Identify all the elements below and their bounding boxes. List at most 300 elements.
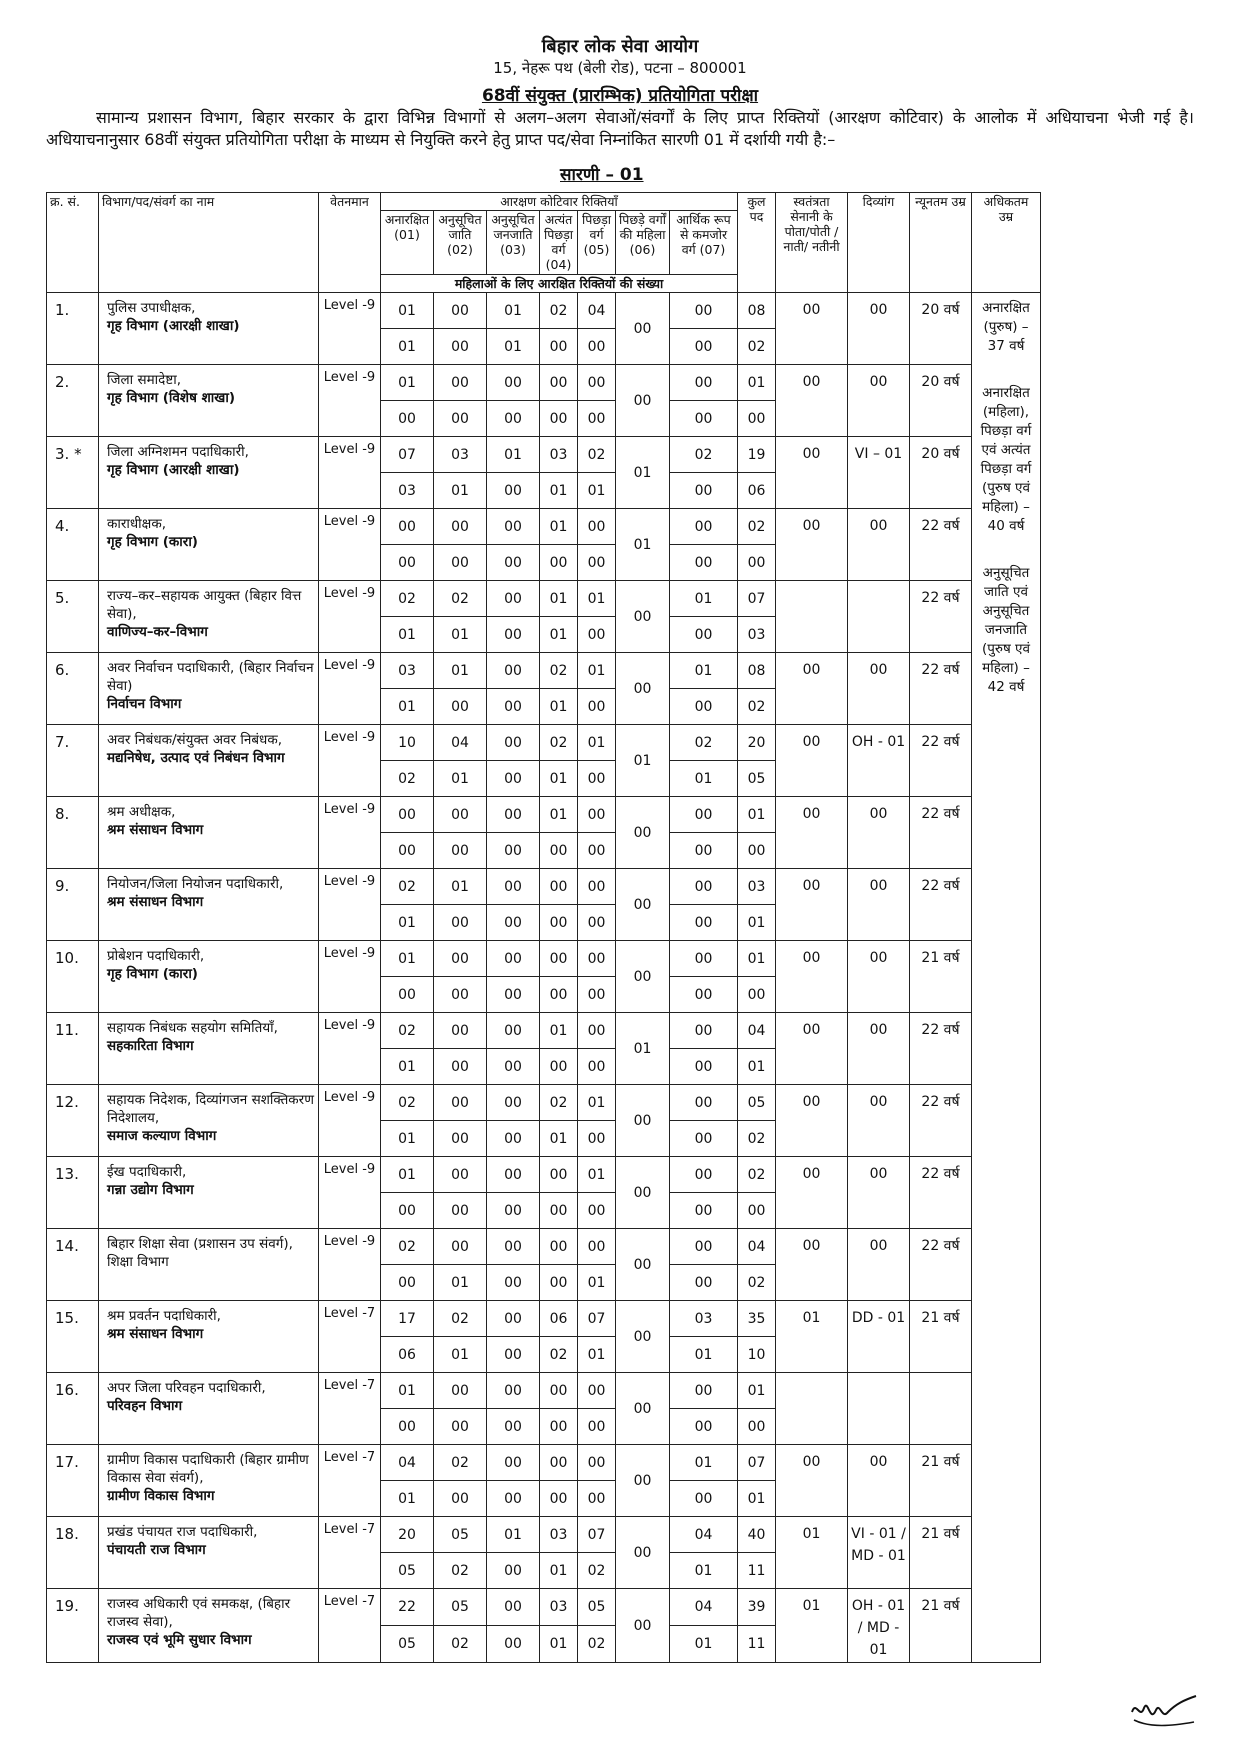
post-name: बिहार शिक्षा सेवा (प्रशासन उप संवर्ग), शिक्षा विभाग — [107, 1236, 293, 1270]
cell-total: 35 — [738, 1301, 776, 1337]
cell-cat5-women: 00 — [578, 1121, 616, 1157]
cell-cat2-women: 01 — [434, 1265, 487, 1301]
cell-total-women: 00 — [738, 545, 776, 581]
cell-cat7-women: 00 — [670, 905, 738, 941]
cell-cat4-women: 00 — [540, 977, 578, 1013]
cell-cat3-women: 00 — [487, 977, 540, 1013]
cell-cat7: 00 — [670, 509, 738, 545]
table-row — [47, 1517, 1041, 1553]
department-name: परिवहन विभाग — [107, 1398, 183, 1414]
cell-cat4: 00 — [540, 1445, 578, 1481]
cell-total-women: 02 — [738, 1121, 776, 1157]
row-post — [99, 1373, 319, 1445]
cell-cat1-women: 01 — [381, 905, 434, 941]
row-pay-level: Level -9 — [319, 365, 381, 437]
cell-cat4: 01 — [540, 509, 578, 545]
cell-total-women: 02 — [738, 689, 776, 725]
cell-cat5-women: 00 — [578, 545, 616, 581]
post-name: अवर निबंधक/संयुक्त अवर निबंधक, — [107, 732, 283, 748]
cell-cat7-women: 00 — [670, 1481, 738, 1517]
post-name: पुलिस उपाधीक्षक, — [107, 300, 196, 316]
cell-cat4-women: 00 — [540, 1265, 578, 1301]
department-name: मद्यनिषेध, उत्पाद एवं निबंधन विभाग — [107, 750, 285, 766]
row-sno: 14. — [47, 1229, 99, 1301]
row-divyang: 00 — [848, 869, 910, 941]
row-pay-level: Level -9 — [319, 1229, 381, 1301]
cell-cat7-women: 00 — [670, 329, 738, 365]
signature — [1128, 1690, 1200, 1730]
row-post — [99, 725, 319, 797]
cell-cat1: 03 — [381, 653, 434, 689]
cell-cat5-women: 00 — [578, 833, 616, 869]
cell-cat5: 00 — [578, 1373, 616, 1409]
cell-cat5: 01 — [578, 653, 616, 689]
cell-cat3: 00 — [487, 941, 540, 977]
cell-cat4-women: 01 — [540, 689, 578, 725]
cell-cat7-women: 00 — [670, 401, 738, 437]
cell-cat2-women: 01 — [434, 473, 487, 509]
table-row — [47, 941, 1041, 977]
cell-cat4-women: 01 — [540, 617, 578, 653]
row-freedom-fighter: 01 — [776, 1517, 848, 1589]
row-pay-level: Level -9 — [319, 293, 381, 365]
cell-cat7-women: 00 — [670, 1265, 738, 1301]
cell-cat4-women: 00 — [540, 545, 578, 581]
cell-cat4: 03 — [540, 1589, 578, 1626]
cell-total-women: 11 — [738, 1553, 776, 1589]
table-row — [47, 1589, 1041, 1626]
cell-cat7-women: 01 — [670, 1553, 738, 1589]
row-divyang: 00 — [848, 653, 910, 725]
cell-cat1-women: 00 — [381, 977, 434, 1013]
table-title: सारणी – 01 — [560, 165, 644, 185]
department-name: श्रम संसाधन विभाग — [107, 894, 204, 910]
cell-total: 04 — [738, 1229, 776, 1265]
cell-cat6: 00 — [616, 869, 670, 941]
cell-cat3-women: 00 — [487, 545, 540, 581]
cell-cat5-women: 00 — [578, 1481, 616, 1517]
row-freedom-fighter: 00 — [776, 797, 848, 869]
cell-cat1-women: 00 — [381, 833, 434, 869]
cell-cat2: 00 — [434, 1013, 487, 1049]
col-cat5: पिछड़ा वर्ग (05) — [578, 211, 616, 275]
post-name: ग्रामीण विकास पदाधिकारी (बिहार ग्रामीण विकास सेवा संवर्ग), — [107, 1452, 309, 1486]
cell-cat5-women: 00 — [578, 1049, 616, 1085]
cell-total-women: 10 — [738, 1337, 776, 1373]
row-post — [99, 1013, 319, 1085]
cell-total: 39 — [738, 1589, 776, 1626]
row-divyang: DD - 01 — [848, 1301, 910, 1373]
cell-cat1: 02 — [381, 1229, 434, 1265]
cell-cat6: 00 — [616, 1373, 670, 1445]
cell-total: 40 — [738, 1517, 776, 1553]
cell-cat5: 01 — [578, 1085, 616, 1121]
col-sno: क्र. सं. — [47, 193, 99, 293]
row-sno: 8. — [47, 797, 99, 869]
row-min-age: 21 वर्ष — [910, 1589, 972, 1663]
cell-total: 01 — [738, 797, 776, 833]
cell-cat5: 00 — [578, 1445, 616, 1481]
cell-cat7: 00 — [670, 293, 738, 329]
cell-cat7: 01 — [670, 581, 738, 617]
cell-cat2: 02 — [434, 1445, 487, 1481]
row-pay-level: Level -9 — [319, 1013, 381, 1085]
cell-cat4-women: 01 — [540, 761, 578, 797]
cell-cat1: 02 — [381, 581, 434, 617]
post-name: सहायक निदेशक, दिव्यांगजन सशक्तिकरण निदेशालय, — [107, 1092, 314, 1126]
row-freedom-fighter: 00 — [776, 725, 848, 797]
cell-cat3-women: 00 — [487, 1049, 540, 1085]
cell-cat5-women: 00 — [578, 617, 616, 653]
cell-cat1: 02 — [381, 1085, 434, 1121]
table-row — [47, 1445, 1041, 1481]
post-name: ईख पदाधिकारी, — [107, 1164, 187, 1180]
cell-cat5-women: 01 — [578, 473, 616, 509]
col-total: कुल पद — [738, 193, 776, 293]
cell-cat2: 00 — [434, 1085, 487, 1121]
cell-cat4-women: 01 — [540, 1121, 578, 1157]
cell-cat3: 00 — [487, 1373, 540, 1409]
cell-cat4: 02 — [540, 1085, 578, 1121]
row-divyang: 00 — [848, 365, 910, 437]
col-divyang: दिव्यांग — [848, 193, 910, 293]
cell-cat4-women: 00 — [540, 905, 578, 941]
cell-cat5: 00 — [578, 1013, 616, 1049]
row-post — [99, 1445, 319, 1517]
cell-cat6: 00 — [616, 581, 670, 653]
department-name: समाज कल्याण विभाग — [107, 1128, 217, 1144]
cell-cat1: 02 — [381, 869, 434, 905]
row-freedom-fighter: 00 — [776, 293, 848, 365]
cell-cat1: 01 — [381, 365, 434, 401]
department-name: श्रम संसाधन विभाग — [107, 1326, 204, 1342]
max-age-note: अनारक्षित (महिला), पिछड़ा वर्ग एवं अत्यंत पिछड़ा वर्ग (पुरुष एवं महिला) – 40 वर्ष — [980, 385, 1032, 534]
row-post — [99, 797, 319, 869]
cell-cat4-women: 01 — [540, 1626, 578, 1663]
cell-cat6: 00 — [616, 1517, 670, 1589]
cell-cat7-women: 01 — [670, 1626, 738, 1663]
cell-cat6: 00 — [616, 1301, 670, 1373]
cell-cat2-women: 00 — [434, 833, 487, 869]
cell-cat2: 00 — [434, 1229, 487, 1265]
cell-total: 02 — [738, 1157, 776, 1193]
table-row — [47, 653, 1041, 689]
cell-cat3: 00 — [487, 725, 540, 761]
row-post — [99, 509, 319, 581]
row-freedom-fighter: 00 — [776, 1157, 848, 1229]
vacancy-table — [46, 192, 1041, 1663]
row-post — [99, 1085, 319, 1157]
row-freedom-fighter: 00 — [776, 1445, 848, 1517]
cell-cat1-women: 00 — [381, 1193, 434, 1229]
cell-cat3: 01 — [487, 437, 540, 473]
row-sno: 17. — [47, 1445, 99, 1517]
cell-cat6: 00 — [616, 1445, 670, 1517]
cell-cat2-women: 01 — [434, 761, 487, 797]
cell-cat1: 07 — [381, 437, 434, 473]
cell-cat3-women: 00 — [487, 1337, 540, 1373]
cell-cat2-women: 02 — [434, 1553, 487, 1589]
cell-total-women: 00 — [738, 1193, 776, 1229]
cell-cat6: 00 — [616, 293, 670, 365]
cell-cat7: 00 — [670, 1229, 738, 1265]
row-freedom-fighter: 00 — [776, 941, 848, 1013]
table-row — [47, 1373, 1041, 1409]
col-cat6: पिछड़े वर्गों की महिला (06) — [616, 211, 670, 275]
cell-cat5: 07 — [578, 1301, 616, 1337]
row-post — [99, 1157, 319, 1229]
row-freedom-fighter: 00 — [776, 509, 848, 581]
cell-cat4: 01 — [540, 581, 578, 617]
cell-cat2-women: 02 — [434, 1626, 487, 1663]
cell-cat2-women: 00 — [434, 689, 487, 725]
post-name: प्रखंड पंचायत राज पदाधिकारी, — [107, 1524, 258, 1540]
cell-cat5-women: 00 — [578, 689, 616, 725]
cell-cat7: 00 — [670, 1013, 738, 1049]
row-pay-level: Level -7 — [319, 1517, 381, 1589]
cell-cat2: 02 — [434, 581, 487, 617]
cell-cat7: 00 — [670, 1157, 738, 1193]
cell-cat1: 02 — [381, 1013, 434, 1049]
col-post: विभाग/पद/संवर्ग का नाम — [99, 193, 319, 293]
cell-cat4: 02 — [540, 293, 578, 329]
cell-total-women: 03 — [738, 617, 776, 653]
cell-cat2: 00 — [434, 1157, 487, 1193]
cell-cat7-women: 00 — [670, 689, 738, 725]
cell-cat4: 02 — [540, 725, 578, 761]
cell-total: 01 — [738, 1373, 776, 1409]
cell-cat3: 00 — [487, 509, 540, 545]
cell-cat7-women: 00 — [670, 1049, 738, 1085]
cell-cat5: 02 — [578, 437, 616, 473]
col-freedom-fighter: स्वतंत्रता सेनानी के पोता/पोती /नाती/ नतीनी — [776, 193, 848, 293]
row-min-age: 22 वर्ष — [910, 869, 972, 941]
table-row — [47, 293, 1041, 329]
cell-cat5: 00 — [578, 509, 616, 545]
row-min-age: 22 वर्ष — [910, 653, 972, 725]
cell-cat5: 01 — [578, 581, 616, 617]
row-post — [99, 437, 319, 509]
cell-cat6: 01 — [616, 1013, 670, 1085]
row-divyang: VI – 01 — [848, 437, 910, 509]
row-pay-level: Level -9 — [319, 653, 381, 725]
cell-cat6: 01 — [616, 509, 670, 581]
row-divyang — [848, 1373, 910, 1445]
cell-cat3-women: 00 — [487, 1121, 540, 1157]
cell-cat1-women: 01 — [381, 1481, 434, 1517]
row-freedom-fighter: 01 — [776, 1301, 848, 1373]
cell-cat3-women: 00 — [487, 1481, 540, 1517]
department-name: वाणिज्य–कर–विभाग — [107, 624, 208, 640]
cell-cat3-women: 00 — [487, 1553, 540, 1589]
cell-total-women: 00 — [738, 1409, 776, 1445]
cell-cat6: 00 — [616, 1157, 670, 1229]
cell-cat2: 03 — [434, 437, 487, 473]
cell-cat1-women: 05 — [381, 1626, 434, 1663]
cell-cat7-women: 01 — [670, 1337, 738, 1373]
cell-cat5: 01 — [578, 725, 616, 761]
col-reservation-group: आरक्षण कोटिवार रिक्तियाँ — [381, 193, 738, 211]
row-freedom-fighter — [776, 1373, 848, 1445]
cell-cat1-women: 03 — [381, 473, 434, 509]
row-divyang: 00 — [848, 797, 910, 869]
cell-total-women: 11 — [738, 1626, 776, 1663]
cell-cat4: 06 — [540, 1301, 578, 1337]
cell-cat4-women: 01 — [540, 473, 578, 509]
department-name: श्रम संसाधन विभाग — [107, 822, 204, 838]
cell-cat7: 00 — [670, 941, 738, 977]
table-row — [47, 365, 1041, 401]
cell-cat4: 00 — [540, 365, 578, 401]
cell-cat7-women: 00 — [670, 545, 738, 581]
cell-cat7: 02 — [670, 725, 738, 761]
cell-cat3-women: 00 — [487, 1626, 540, 1663]
cell-cat2: 05 — [434, 1517, 487, 1553]
row-post — [99, 1229, 319, 1301]
cell-cat3-women: 00 — [487, 473, 540, 509]
cell-cat1-women: 00 — [381, 1265, 434, 1301]
col-cat4: अत्यंत पिछड़ा वर्ग (04) — [540, 211, 578, 275]
cell-cat1-women: 00 — [381, 1409, 434, 1445]
cell-cat3: 01 — [487, 293, 540, 329]
cell-cat2: 00 — [434, 941, 487, 977]
row-min-age: 22 वर्ष — [910, 797, 972, 869]
cell-cat5-women: 00 — [578, 329, 616, 365]
cell-cat6: 00 — [616, 1589, 670, 1663]
cell-cat4: 00 — [540, 1157, 578, 1193]
cell-cat3-women: 00 — [487, 905, 540, 941]
max-age-notes — [972, 293, 1041, 1663]
row-divyang: 00 — [848, 941, 910, 1013]
cell-cat4: 01 — [540, 1013, 578, 1049]
row-min-age: 21 वर्ष — [910, 1301, 972, 1373]
cell-cat4-women: 00 — [540, 1193, 578, 1229]
row-post — [99, 869, 319, 941]
cell-total: 07 — [738, 581, 776, 617]
row-min-age: 22 वर्ष — [910, 581, 972, 653]
row-post — [99, 1589, 319, 1663]
cell-cat1: 20 — [381, 1517, 434, 1553]
row-pay-level: Level -9 — [319, 797, 381, 869]
cell-cat6: 00 — [616, 653, 670, 725]
cell-cat7-women: 01 — [670, 761, 738, 797]
cell-cat2-women: 00 — [434, 1409, 487, 1445]
cell-total: 08 — [738, 293, 776, 329]
cell-total: 04 — [738, 1013, 776, 1049]
row-freedom-fighter: 00 — [776, 1013, 848, 1085]
cell-cat7: 00 — [670, 797, 738, 833]
row-divyang: 00 — [848, 293, 910, 365]
cell-total: 07 — [738, 1445, 776, 1481]
cell-cat2-women: 00 — [434, 977, 487, 1013]
table-body — [47, 293, 1041, 1663]
cell-cat7-women: 00 — [670, 833, 738, 869]
cell-cat7: 01 — [670, 1445, 738, 1481]
row-pay-level: Level -7 — [319, 1445, 381, 1517]
cell-cat2: 04 — [434, 725, 487, 761]
row-freedom-fighter — [776, 581, 848, 653]
cell-total: 08 — [738, 653, 776, 689]
cell-total-women: 00 — [738, 977, 776, 1013]
cell-cat1: 10 — [381, 725, 434, 761]
cell-cat3-women: 00 — [487, 761, 540, 797]
col-max-age: अधिकतम उम्र — [972, 193, 1041, 293]
col-cat3: अनुसूचित जनजाति (03) — [487, 211, 540, 275]
cell-cat3-women: 01 — [487, 329, 540, 365]
cell-cat6: 00 — [616, 941, 670, 1013]
cell-total-women: 02 — [738, 329, 776, 365]
cell-cat2: 01 — [434, 869, 487, 905]
post-name: सहायक निबंधक सहयोग समितियाँ, — [107, 1020, 278, 1036]
cell-cat5: 00 — [578, 797, 616, 833]
cell-cat2-women: 00 — [434, 545, 487, 581]
row-post — [99, 293, 319, 365]
women-reserved-note: महिलाओं के लिए आरक्षित रिक्तियों की संख्या — [381, 275, 738, 293]
post-name: जिला अग्निशमन पदाधिकारी, — [107, 444, 249, 460]
row-min-age: 21 वर्ष — [910, 1445, 972, 1517]
department-name: राजस्व एवं भूमि सुधार विभाग — [107, 1632, 252, 1648]
row-min-age: 22 वर्ष — [910, 509, 972, 581]
cell-cat1-women: 01 — [381, 1121, 434, 1157]
row-sno: 16. — [47, 1373, 99, 1445]
col-cat2: अनुसूचित जाति (02) — [434, 211, 487, 275]
col-min-age: न्यूनतम उम्र — [910, 193, 972, 293]
cell-cat5-women: 00 — [578, 1409, 616, 1445]
cell-cat1-women: 06 — [381, 1337, 434, 1373]
cell-cat1: 01 — [381, 1373, 434, 1409]
post-name: काराधीक्षक, — [107, 516, 167, 532]
row-min-age: 22 वर्ष — [910, 1085, 972, 1157]
cell-cat4-women: 02 — [540, 1337, 578, 1373]
cell-cat7: 01 — [670, 653, 738, 689]
max-age-note: अनारक्षित (पुरुष) – 37 वर्ष — [982, 300, 1030, 354]
cell-cat7: 00 — [670, 365, 738, 401]
cell-cat2-women: 00 — [434, 329, 487, 365]
cell-cat2: 00 — [434, 797, 487, 833]
post-name: प्रोबेशन पदाधिकारी, — [107, 948, 205, 964]
cell-cat6: 00 — [616, 1229, 670, 1301]
cell-cat7: 03 — [670, 1301, 738, 1337]
cell-cat4: 01 — [540, 797, 578, 833]
row-min-age — [910, 1373, 972, 1445]
cell-total-women: 05 — [738, 761, 776, 797]
row-pay-level: Level -9 — [319, 869, 381, 941]
cell-cat5-women: 00 — [578, 401, 616, 437]
row-pay-level: Level -9 — [319, 1085, 381, 1157]
row-post — [99, 581, 319, 653]
post-name: जिला समादेष्टा, — [107, 372, 181, 388]
row-min-age: 22 वर्ष — [910, 1229, 972, 1301]
row-min-age: 21 वर्ष — [910, 941, 972, 1013]
table-row — [47, 725, 1041, 761]
post-name: नियोजन/जिला नियोजन पदाधिकारी, — [107, 876, 284, 892]
cell-total-women: 01 — [738, 905, 776, 941]
row-post — [99, 1517, 319, 1589]
row-divyang: VI - 01 / MD - 01 — [848, 1517, 910, 1589]
cell-cat6: 01 — [616, 437, 670, 509]
cell-cat3: 00 — [487, 1085, 540, 1121]
cell-total-women: 01 — [738, 1481, 776, 1517]
col-cat7: आर्थिक रूप से कमजोर वर्ग (07) — [670, 211, 738, 275]
table-row — [47, 1085, 1041, 1121]
row-divyang: 00 — [848, 1157, 910, 1229]
row-divyang: 00 — [848, 1085, 910, 1157]
cell-cat3-women: 00 — [487, 833, 540, 869]
row-post — [99, 365, 319, 437]
cell-cat2: 00 — [434, 1373, 487, 1409]
cell-cat5: 05 — [578, 1589, 616, 1626]
table-row — [47, 437, 1041, 473]
